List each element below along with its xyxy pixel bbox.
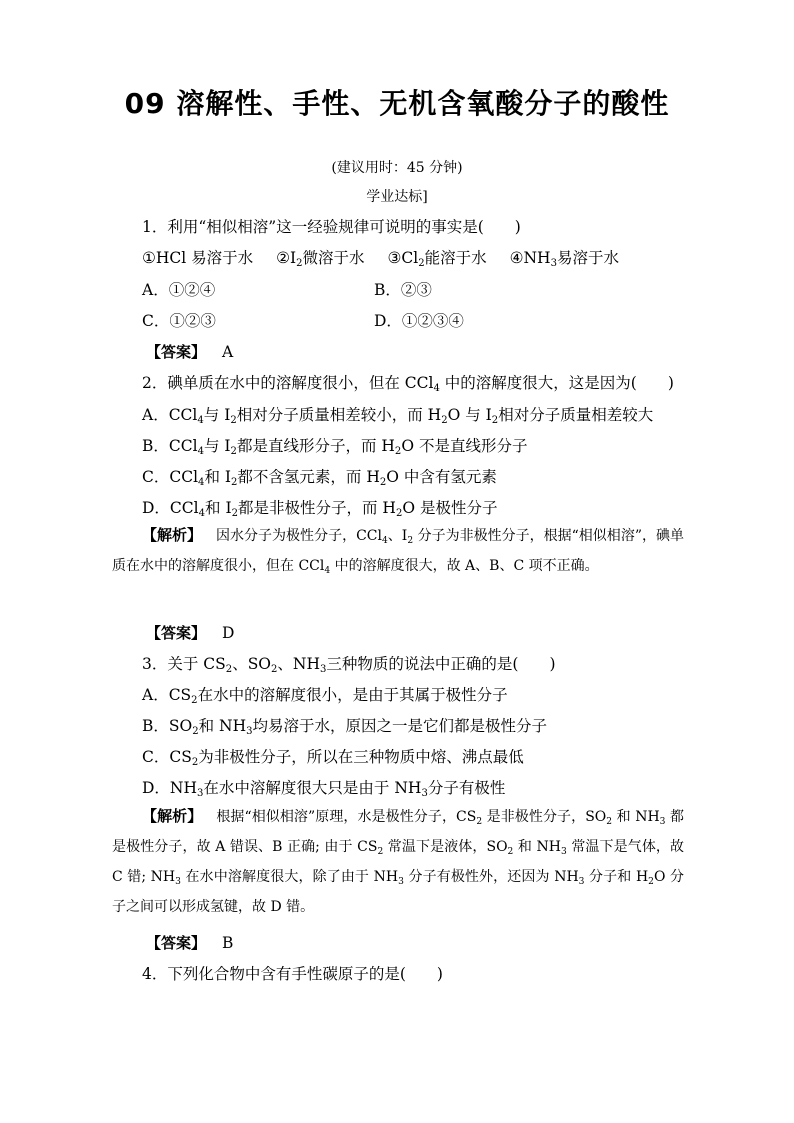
q1-answer	[146, 341, 233, 362]
section-heading: 学业达标]	[366, 189, 428, 205]
q1-options-row-2	[142, 309, 642, 331]
q2-explanation: 【解析】 因水分子为极性分子，CCl$_4$、$I_2$ 分子为非极性分子，根据“相似相溶”，碘单质在水中的溶解度很小，但在 CCl$_4$ 中的溶解度很大，故 A、B、C 项不正确。	[112, 526, 684, 576]
q1-item-4: $④NH_3$易溶于水	[509, 249, 619, 269]
q1-item-2: $②I_2$微溶于水	[276, 249, 365, 269]
answer-value: D	[222, 624, 235, 642]
answer-label: 【答案】	[146, 343, 207, 361]
q1-options-row-1	[142, 278, 642, 300]
q2-option-b: B．CCl$_4$与 $I_2$都是直线形分子，而 $H_2O$ 不是直线形分子	[142, 437, 528, 457]
q1-item-3: $③Cl_2$能溶于水	[387, 249, 487, 269]
q3-explanation: 【解析】 根据“相似相溶”原理，水是极性分子，$CS_2$ 是非极性分子，$SO_2$ 和 $NH_3$ 都是极性分子，故 A 错误、B 正确; 由于 $CS_2$ 常温下是液体，$SO_2$ 和 $NH_3$ 常温下是气体，故 C 错; $NH_3$ 在水中溶解度很大，除了由于 $NH_3$ 分子有极性外，还因为 $NH_3$ 分子和 $H_2O$ 分子之间可以形成氢键，故 D 错。	[112, 807, 685, 915]
q2-stem: 2．碘单质在水中的溶解度很小，但在 CCl$_4$ 中的溶解度很大，这是因为( )	[142, 374, 674, 394]
q3-option-b: B．$SO_2$和 $NH_3$均易溶于水，原因之一是它们都是极性分子	[142, 717, 548, 737]
page-title: 09 溶解性、手性、无机含氧酸分子的酸性	[124, 87, 670, 120]
q1-option-b: B．②③	[374, 281, 432, 299]
q1-option-a: A．①②④	[142, 281, 216, 299]
q3-option-c: C．$CS_2$为非极性分子，所以在三种物质中熔、沸点最低	[142, 748, 524, 768]
time-note: (建议用时：45 分钟)	[331, 160, 463, 176]
q1-option-c: C．①②③	[142, 312, 216, 330]
q2-option-a: A．CCl$_4$与 $I_2$相对分子质量相差较小，而 $H_2O$ 与 $I_2$相对分子质量相差较大	[142, 406, 654, 426]
answer-label: 【答案】	[146, 934, 207, 952]
explanation-label: 【解析】	[142, 807, 203, 825]
q1-option-d: D．①②③④	[374, 312, 464, 330]
q1-items	[142, 246, 619, 268]
answer-label: 【答案】	[146, 624, 207, 642]
answer-value: A	[222, 343, 234, 361]
q4-stem: 4．下列化合物中含有手性碳原子的是( )	[142, 965, 443, 983]
q2-answer	[146, 622, 234, 643]
q3-answer	[146, 932, 233, 953]
answer-value: B	[222, 934, 234, 952]
explanation-label: 【解析】	[142, 526, 203, 544]
q2-option-d: D．CCl$_4$和 $I_2$都是非极性分子，而 $H_2O$ 是极性分子	[142, 499, 498, 519]
q3-option-a: A．$CS_2$在水中的溶解度很小，是由于其属于极性分子	[142, 686, 508, 706]
q1-item-1: ①HCl 易溶于水	[142, 249, 254, 267]
q3-option-d: D．$NH_3$在水中溶解度很大只是由于 $NH_3$分子有极性	[142, 779, 506, 799]
q1-stem: 1．利用“相似相溶”这一经验规律可说明的事实是( )	[142, 218, 521, 236]
q2-option-c: C．CCl$_4$和 $I_2$都不含氢元素，而 $H_2O$ 中含有氢元素	[142, 468, 497, 488]
q3-stem: 3．关于 $CS_2$、$SO_2$、$NH_3$三种物质的说法中正确的是( )	[142, 655, 556, 675]
